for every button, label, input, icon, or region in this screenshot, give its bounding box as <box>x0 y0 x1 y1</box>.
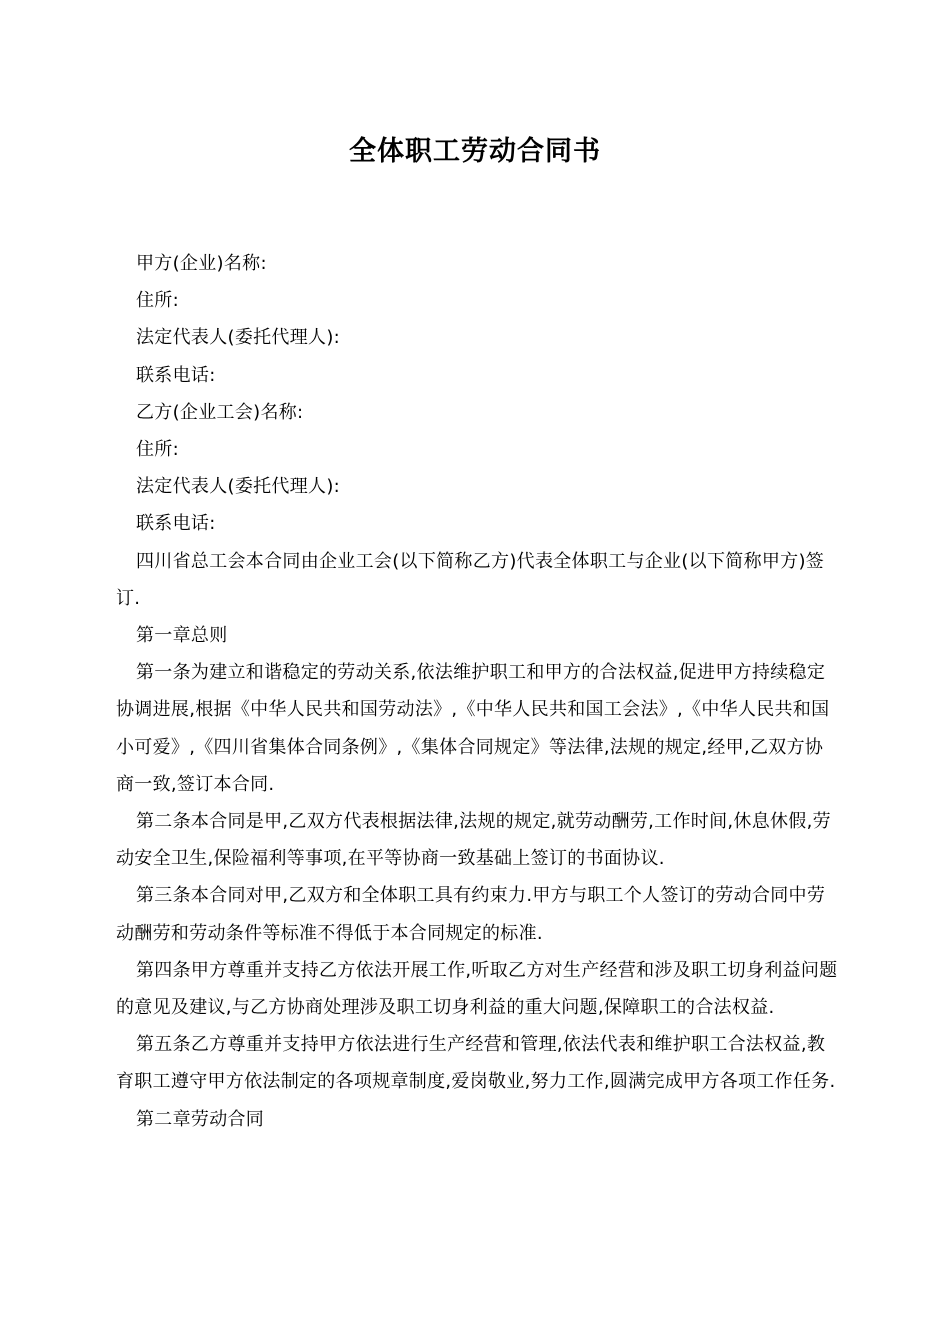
article-1: 第一条为建立和谐稳定的劳动关系,依法维护职工和甲方的合法权益,促进甲方持续稳定协调进展,根据《中华人民共和国劳动法》,《中华人民共和国工会法》,《中华人民共和国小可爱》,《四川省集体合同条例》,《集体合同规定》等法律,法规的规定,经甲,乙双方协商一致,签订本合同. <box>116 662 830 795</box>
document-body <box>116 245 840 1138</box>
party-b-name-field: 乙方(企业工会)名称: <box>136 401 304 423</box>
party-b-representative-field: 法定代表人(委托代理人): <box>136 476 341 498</box>
party-a-phone-field: 联系电话: <box>136 364 216 386</box>
article-5: 第五条乙方尊重并支持甲方依法进行生产经营和管理,依法代表和维护职工合法权益,教育职工遵守甲方依法制定的各项规章制度,爱岗敬业,努力工作,圆满完成甲方各项工作任务. <box>116 1034 836 1093</box>
party-a-name-field: 甲方(企业)名称: <box>136 253 267 274</box>
party-a-address-field: 住所: <box>136 290 179 312</box>
article-4: 第四条甲方尊重并支持乙方依法开展工作,听取乙方对生产经营和涉及职工切身利益问题的意见及建议,与乙方协商处理涉及职工切身利益的重大问题,保障职工的合法权益. <box>116 959 838 1019</box>
chapter-heading-1: 第一章总则 <box>136 625 228 647</box>
intro-paragraph: 四川省总工会本合同由企业工会(以下简称乙方)代表全体职工与企业(以下简称甲方)签订. <box>116 550 825 609</box>
article-2: 第二条本合同是甲,乙双方代表根据法律,法规的规定,就劳动酬劳,工作时间,休息休假,劳动安全卫生,保险福利等事项,在平等协商一致基础上签订的书面协议. <box>116 811 831 870</box>
party-b-address-field: 住所: <box>136 439 179 461</box>
article-3: 第三条本合同对甲,乙双方和全体职工具有约束力.甲方与职工个人签订的劳动合同中劳动酬劳和劳动条件等标准不得低于本合同规定的标准. <box>116 885 826 944</box>
party-b-phone-field: 联系电话: <box>136 513 216 535</box>
document-title: 全体职工劳动合同书 <box>349 136 601 167</box>
party-a-representative-field: 法定代表人(委托代理人): <box>136 327 341 349</box>
chapter-heading-2: 第二章劳动合同 <box>136 1108 265 1130</box>
